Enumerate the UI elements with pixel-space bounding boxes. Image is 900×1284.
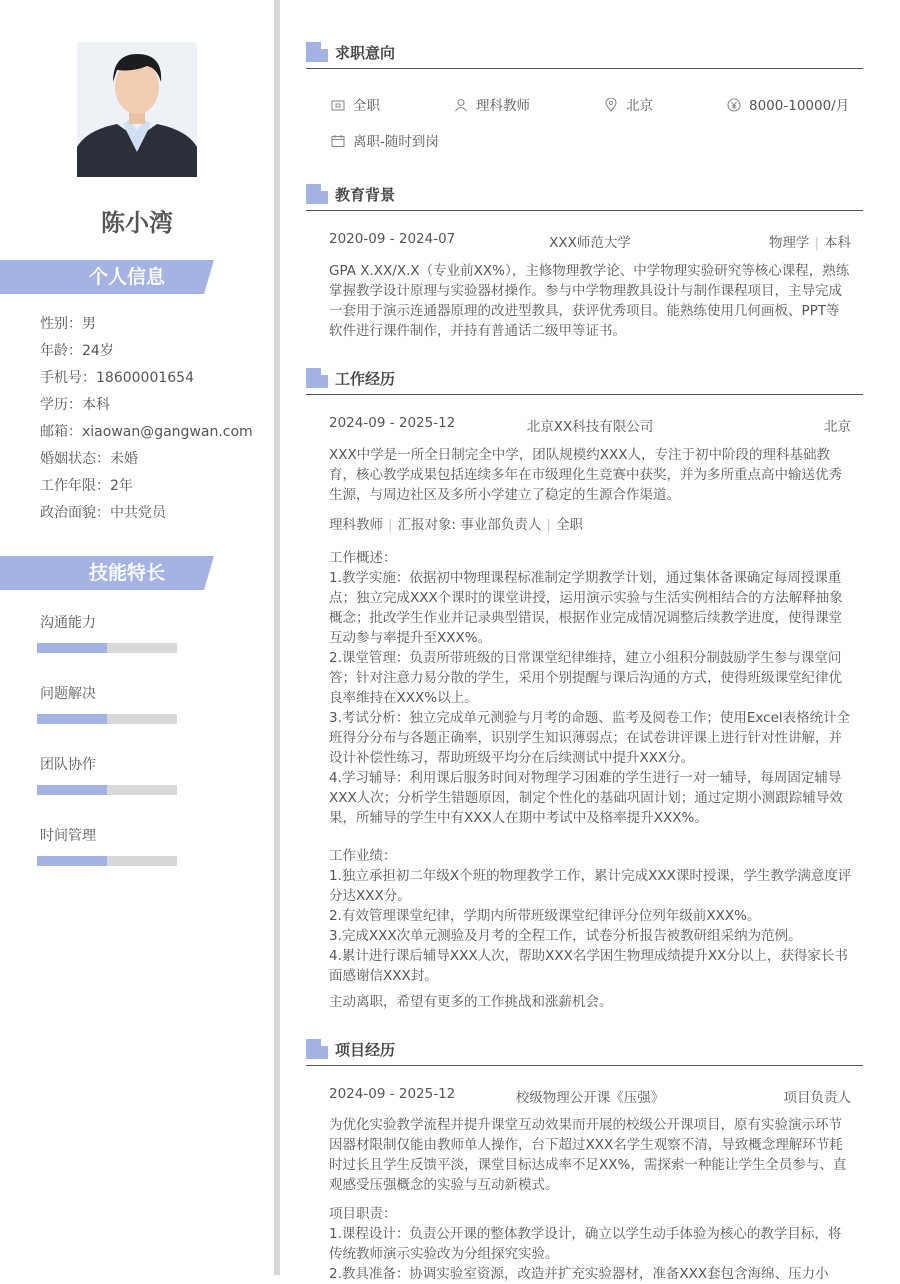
- separator: |: [388, 517, 393, 533]
- intent-position-text: 理科教师: [476, 98, 530, 114]
- overview-label: 工作概述：: [329, 550, 397, 566]
- work-type: 全职: [555, 517, 583, 533]
- section-project-title: [306, 1037, 863, 1066]
- skill-bar: [37, 643, 177, 653]
- user-icon: [454, 98, 468, 112]
- section-education-title: [306, 182, 863, 211]
- duty-item: 2.教具准备：协调实验室资源，改造并扩充实验器材，准备XXX套包含海绵、压力小: [329, 1266, 829, 1282]
- section-title-text: 求职意向: [335, 44, 396, 62]
- work-row: [329, 415, 851, 435]
- skill-bar-fill: [37, 714, 107, 724]
- intent-position: [454, 94, 530, 114]
- section-marker-icon: [306, 42, 328, 62]
- yen-icon: [727, 98, 741, 112]
- intent-city: [604, 94, 653, 114]
- info-gender: 性别：男: [40, 316, 96, 332]
- project-description: 为优化实验教学流程并提升课堂互动效果而开展的校级公开课项目，原有实验演示环节因器材限制仅能由教师单人操作，台下超过XXX名学生观察不清，导致概念理解环节耗时过长且学生反馈平淡，课堂目标达成率不足XX%，需探索一种能让学生全员参与、直观感受压强概念的实验与互动新模式。: [329, 1117, 847, 1193]
- intent-availability-text: 离职-随时到岗: [353, 134, 439, 150]
- skill-bar: [37, 785, 177, 795]
- work-date: 2024-09 - 2025-12: [329, 415, 456, 431]
- info-phone: 手机号：18600001654: [40, 370, 194, 386]
- skills-title: 技能特长: [88, 562, 165, 584]
- education-description: GPA X.XX/X.X（专业前XX%），主修物理教学论、中学物理实验研究等核心课程，熟练掌握教学设计原理与实验器材操作。参与中学物理教具设计与制作课程项目，主导完成一套用于演示连通器原理的改进型教具，获评优秀项目。能熟练使用几何画板、PPT等软件进行课件制作，并持有普通话二级甲等证书。: [329, 263, 850, 339]
- work-meta-line: [329, 513, 583, 533]
- section-marker-icon: [306, 184, 328, 204]
- intent-salary-text: 8000-10000/月: [749, 98, 850, 114]
- work-achievements: [329, 846, 853, 986]
- personal-info-list: [40, 313, 253, 529]
- project-row: [329, 1086, 851, 1106]
- section-title-text: 项目经历: [335, 1041, 396, 1059]
- skill-label: 沟通能力: [40, 615, 96, 631]
- education-major: 物理学: [768, 235, 810, 251]
- project-role: 项目负责人: [783, 1090, 851, 1106]
- achievements-label: 工作业绩：: [329, 848, 397, 864]
- info-marital: 婚姻状态：未婚: [40, 451, 138, 467]
- sidebar-divider: [274, 0, 280, 1275]
- sidebar: [0, 0, 274, 1275]
- achievement-item: 1.独立承担初二年级X个班的物理教学工作，累计完成XXX课时授课，学生教学满意度评分达XXX分。: [329, 868, 852, 904]
- skill-bar-fill: [37, 856, 107, 866]
- leave-reason: 主动离职，希望有更多的工作挑战和涨薪机会。: [329, 994, 613, 1010]
- education-row: [329, 231, 851, 251]
- info-years: 工作年限：2年: [40, 478, 133, 494]
- education-degree: 本科: [824, 235, 851, 251]
- section-intent-title: [306, 40, 863, 69]
- section-marker-icon: [306, 368, 328, 388]
- education-school: XXX师范大学: [549, 235, 631, 251]
- profile-photo: [77, 42, 197, 177]
- info-email: 邮箱：xiaowan@gangwan.com: [40, 424, 253, 440]
- work-report: 汇报对象: 事业部负责人: [397, 517, 542, 533]
- skill-bar-fill: [37, 785, 107, 795]
- location-pin-icon: [604, 98, 618, 112]
- work-meta: [329, 513, 851, 533]
- calendar-icon: [331, 134, 345, 148]
- achievement-item: 4.累计进行课后辅导XXX人次，帮助XXX名学困生物理成绩提升XX分以上，获得家长书面感谢信XXX封。: [329, 948, 848, 984]
- achievement-item: 2.有效管理课堂纪律，学期内所带班级课堂纪律评分位列年级前XXX%。: [329, 908, 761, 924]
- work-company: 北京XX科技有限公司: [526, 419, 654, 435]
- intent-city-text: 北京: [626, 98, 653, 114]
- company-description: XXX中学是一所全日制完全中学，团队规模约XXX人，专注于初中阶段的理科基础教育，核心教学成果包括连续多年在市级理化生竞赛中获奖，并为多所重点高中输送优秀生源，与周边社区及多所小学建立了稳定的生源合作渠道。: [329, 447, 842, 503]
- work-overview: [329, 548, 853, 828]
- skill-bar: [37, 714, 177, 724]
- duties-label: 项目职责：: [329, 1206, 397, 1222]
- intent-salary: [727, 94, 849, 114]
- overview-item: 2.课堂管理：负责所带班级的日常课堂纪律维持，建立小组积分制鼓励学生参与课堂问答；针对注意力易分散的学生，采用个别提醒与课后沟通的方式，使得班级课堂纪律优良率维持在XXX%以上。: [329, 650, 842, 706]
- separator: |: [814, 235, 819, 251]
- skill-label: 问题解决: [40, 686, 96, 702]
- overview-item: 1.教学实施：依据初中物理课程标准制定学期教学计划，通过集体备课确定每周授课重点；独立完成XXX个课时的课堂讲授，运用演示实验与生活实例相结合的方法解释抽象概念；批改学生作业并记录典型错误，根据作业完成情况调整后续教学进度，使得课堂互动参与率提升至XXX%。: [329, 570, 843, 646]
- personal-info-header: [0, 260, 214, 294]
- separator: |: [546, 517, 551, 533]
- skill-bar-fill: [37, 643, 107, 653]
- intent-availability: [331, 130, 439, 150]
- section-title-text: 工作经历: [335, 370, 396, 388]
- section-marker-icon: [306, 1039, 328, 1059]
- intent-type-text: 全职: [353, 98, 380, 114]
- info-education: 学历：本科: [40, 397, 110, 413]
- skills-header: [0, 556, 214, 590]
- candidate-name: 陈小湾: [101, 209, 173, 237]
- education-major-degree: [769, 231, 851, 251]
- project-duties: [329, 1204, 853, 1284]
- work-city: 北京: [824, 419, 851, 435]
- education-date: 2020-09 - 2024-07: [329, 231, 456, 247]
- achievement-item: 3.完成XXX次单元测验及月考的全程工作，试卷分析报告被教研组采纳为范例。: [329, 928, 802, 944]
- info-political: 政治面貌：中共党员: [40, 505, 166, 521]
- briefcase-icon: [331, 98, 345, 112]
- project-name: 校级物理公开课《压强》: [515, 1090, 665, 1106]
- project-date: 2024-09 - 2025-12: [329, 1086, 456, 1102]
- overview-item: 4.学习辅导：利用课后服务时间对物理学习困难的学生进行一对一辅导，每周固定辅导XXX人次；分析学生错题原因，制定个性化的基础巩固计划；通过定期小测跟踪辅导效果，所辅导的学生中有XXX人在期中考试中及格率提升XXX%。: [329, 770, 843, 826]
- skill-bar: [37, 856, 177, 866]
- overview-item: 3.考试分析：独立完成单元测验与月考的命题、监考及阅卷工作；使用Excel表格统计全班得分分布与各题正确率，识别学生知识薄弱点；在试卷讲评课上进行针对性讲解，并设计补偿性练习，帮助班级平均分在后续测试中提升XXX分。: [329, 710, 851, 766]
- personal-info-title: 个人信息: [88, 266, 165, 288]
- intent-type: [331, 94, 380, 114]
- info-age: 年龄：24岁: [40, 343, 114, 359]
- skill-label: 团队协作: [40, 757, 96, 773]
- section-title-text: 教育背景: [335, 186, 396, 204]
- skill-label: 时间管理: [40, 828, 96, 844]
- avatar: [77, 42, 197, 177]
- section-work-title: [306, 366, 863, 395]
- duty-item: 1.课程设计：负责公开课的整体教学设计，确立以学生动手体验为核心的教学目标，将传统教师演示实验改为分组探究实验。: [329, 1226, 842, 1262]
- work-role: 理科教师: [329, 517, 383, 533]
